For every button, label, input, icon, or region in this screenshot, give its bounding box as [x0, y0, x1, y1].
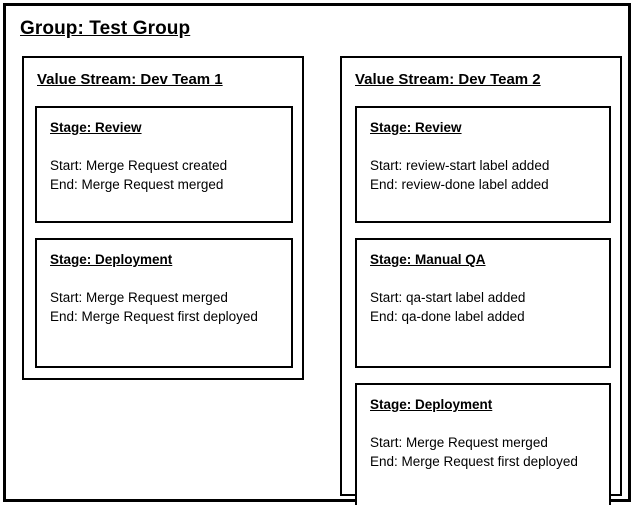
stage-title: Stage: Review	[50, 120, 142, 135]
value-stream-title: Value Stream: Dev Team 2	[355, 71, 541, 88]
stage-details	[370, 156, 601, 194]
stage-end-text: End: Merge Request first deployed	[370, 454, 578, 469]
value-stream-title: Value Stream: Dev Team 1	[37, 71, 223, 88]
stage-review	[35, 106, 293, 223]
stage-title: Stage: Manual QA	[370, 252, 486, 267]
value-stream-dev-team-1	[22, 56, 304, 380]
stage-title: Stage: Review	[370, 120, 462, 135]
stage-start-text: Start: Merge Request merged	[370, 435, 548, 450]
stage-end-text: End: review-done label added	[370, 177, 549, 192]
stage-details	[50, 288, 283, 326]
stage-start-text: Start: Merge Request merged	[50, 290, 228, 305]
stage-start-text: Start: qa-start label added	[370, 290, 526, 305]
stage-title: Stage: Deployment	[370, 397, 493, 412]
group-title: Group: Test Group	[20, 18, 191, 39]
stage-review	[355, 106, 611, 223]
stage-deployment	[355, 383, 611, 505]
stage-details	[370, 433, 601, 471]
stage-manual-qa	[355, 238, 611, 368]
stage-title: Stage: Deployment	[50, 252, 173, 267]
stage-deployment	[35, 238, 293, 368]
stage-details	[50, 156, 283, 194]
stage-end-text: End: Merge Request first deployed	[50, 309, 258, 324]
stage-end-text: End: Merge Request merged	[50, 177, 224, 192]
stage-end-text: End: qa-done label added	[370, 309, 525, 324]
stage-start-text: Start: review-start label added	[370, 158, 550, 173]
group-container	[3, 3, 631, 502]
stage-start-text: Start: Merge Request created	[50, 158, 228, 173]
value-stream-dev-team-2	[340, 56, 622, 496]
stage-details	[370, 288, 601, 326]
